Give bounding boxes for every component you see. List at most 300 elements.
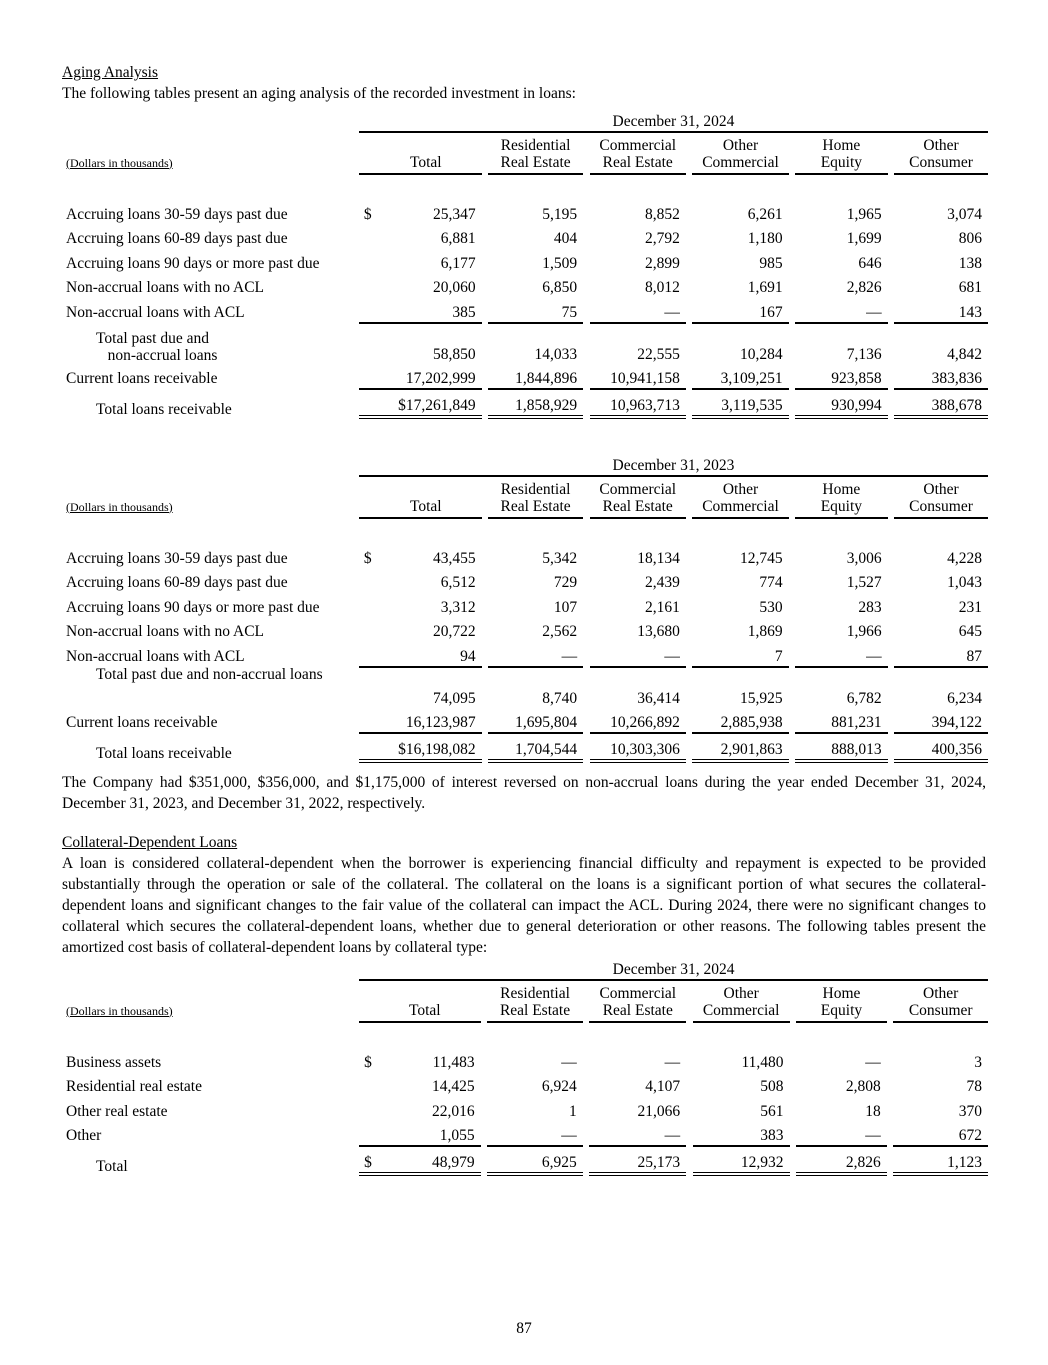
row-label: Business assets — [66, 1053, 162, 1071]
value: 1,695,804 — [515, 714, 578, 731]
value: — — [561, 1127, 577, 1144]
value: 646 — [858, 254, 882, 272]
value: 25,173 — [637, 1153, 681, 1171]
cell-value — [488, 666, 583, 708]
table-row — [62, 297, 988, 322]
cell-value — [590, 732, 686, 763]
cell-value — [359, 273, 482, 298]
spacer-row — [62, 1023, 988, 1048]
table-row — [62, 732, 988, 763]
gap — [790, 1072, 797, 1097]
cell-value — [692, 199, 788, 224]
cell-value — [590, 708, 686, 733]
cell-value — [693, 1072, 790, 1097]
gap — [686, 1145, 693, 1176]
value: 12,745 — [740, 549, 783, 567]
table-row — [62, 1072, 988, 1097]
aging-table-2024 — [62, 108, 988, 419]
row-label: Accruing loans 60-89 days past due — [66, 574, 288, 591]
cell-value — [894, 322, 988, 364]
cell-value — [693, 1145, 790, 1176]
gap — [583, 1121, 590, 1146]
value: 43,455 — [432, 549, 476, 567]
value: 10,303,306 — [610, 740, 680, 758]
value: 5,342 — [542, 549, 578, 567]
cell-value — [692, 388, 788, 419]
table-row — [62, 1096, 988, 1121]
gap — [481, 1145, 488, 1176]
cell-value — [589, 1145, 686, 1176]
table-row — [62, 617, 988, 642]
row-label: Accruing loans 90 days or more past due — [66, 598, 320, 616]
cell-value — [488, 273, 583, 298]
spacer-cell — [62, 519, 359, 544]
value: $16,198,082 — [398, 740, 476, 758]
row-label: Total — [96, 1157, 128, 1175]
period-label: December 31, 2024 — [359, 956, 988, 981]
cell-value — [488, 248, 583, 273]
value: 12,932 — [740, 1153, 784, 1171]
row-label: Total past due and non-accrual loans — [96, 665, 323, 683]
page-number: 87 — [516, 1320, 532, 1337]
cell-value — [692, 543, 788, 568]
value: 1,699 — [846, 230, 882, 247]
value: 14,033 — [534, 345, 578, 363]
gap — [481, 981, 488, 1023]
value: 1 — [569, 1102, 577, 1120]
cell-value — [359, 1145, 481, 1176]
row-label: Total loans receivable — [96, 744, 232, 762]
value: 20,722 — [432, 623, 476, 640]
cell-value — [488, 388, 583, 419]
value: 143 — [958, 303, 982, 321]
cell-value — [795, 666, 887, 708]
value: 6,924 — [541, 1078, 577, 1095]
value: 1,509 — [542, 254, 578, 272]
cell-value — [693, 1047, 790, 1072]
value: 6,234 — [947, 689, 982, 707]
value: 1,965 — [846, 205, 882, 223]
gap — [686, 1121, 693, 1146]
value: 16,123,987 — [405, 714, 476, 731]
column-header: Total — [359, 133, 482, 175]
value: 87 — [966, 647, 982, 665]
period-header-row — [62, 452, 988, 477]
cell-value — [692, 322, 788, 364]
cell-value — [359, 322, 482, 364]
cell-value — [894, 388, 988, 419]
value: 930,994 — [831, 396, 882, 414]
cell-value — [692, 666, 788, 708]
cell-value — [590, 666, 686, 708]
value: 3 — [974, 1053, 982, 1071]
cell-value — [795, 273, 887, 298]
value: 13,680 — [637, 623, 680, 640]
cell-value — [894, 297, 988, 322]
cell-value — [359, 568, 482, 593]
cell-value — [590, 543, 686, 568]
value: 5,195 — [542, 205, 578, 223]
cell-value — [359, 199, 482, 224]
value: 1,691 — [747, 279, 783, 296]
value: 167 — [759, 303, 783, 321]
cell-value — [692, 568, 788, 593]
cell-value — [488, 617, 583, 642]
gap — [583, 1072, 590, 1097]
cell-value — [488, 543, 583, 568]
row-label: Total past due and non-accrual loans — [96, 329, 218, 364]
gap — [481, 1072, 488, 1097]
cell-value — [359, 224, 482, 249]
cell-value — [894, 641, 988, 666]
value: 10,284 — [740, 345, 783, 363]
value: 6,925 — [541, 1153, 577, 1171]
value: 3,312 — [440, 598, 476, 616]
value: 672 — [958, 1127, 982, 1144]
cell-value — [590, 199, 686, 224]
cell-value — [359, 1047, 481, 1072]
collateral-description: A loan is considered collateral-dependent when the borrower is experiencing financial difficulty and repayment is expected to be provided substantially through the operation or sale of the collateral. The collateral on the loans is a significant portion of what secures the collateral-dependent loans and significant changes to the fair value of the collateral can impact the ACL. During 2024, there were no significant changes to collateral which secures the collateral-dependent loans, whether due to general deterioration or other reasons. The following tables present the amortized cost basis of collateral-dependent loans by collateral type: — [62, 855, 986, 956]
value: 8,012 — [645, 279, 680, 296]
value: 508 — [760, 1078, 784, 1095]
cell-value — [796, 1096, 887, 1121]
table-row — [62, 1047, 988, 1072]
collateral-table-2024 — [62, 956, 988, 1176]
cell-value — [796, 1072, 887, 1097]
value: 4,228 — [947, 549, 982, 567]
value: 806 — [958, 230, 982, 247]
cell-value — [795, 708, 887, 733]
column-header: Total — [359, 477, 482, 519]
value: 6,881 — [440, 230, 476, 247]
value: 10,963,713 — [610, 396, 680, 414]
value: 404 — [553, 230, 578, 247]
cell-value — [359, 543, 482, 568]
value: 107 — [553, 598, 578, 616]
value: 1,043 — [947, 574, 982, 591]
cell-value — [359, 592, 482, 617]
value: 11,480 — [741, 1053, 784, 1071]
value: 1,055 — [439, 1127, 475, 1144]
column-header: Other Consumer — [894, 477, 988, 519]
cell-value — [590, 388, 686, 419]
cell-value — [359, 708, 482, 733]
gap — [583, 1145, 590, 1176]
gap — [887, 1072, 894, 1097]
cell-value — [894, 199, 988, 224]
value: 561 — [760, 1102, 784, 1120]
row-label: Current loans receivable — [66, 714, 218, 731]
value: 7 — [774, 647, 783, 665]
gap — [481, 1096, 488, 1121]
value: — — [664, 303, 680, 321]
value: 881,231 — [831, 714, 882, 731]
value: 17,202,999 — [405, 370, 476, 387]
table-row — [62, 248, 988, 273]
cell-value — [893, 1145, 988, 1176]
gap — [887, 1121, 894, 1146]
value: 530 — [759, 598, 783, 616]
spacer-cell — [62, 1023, 359, 1048]
cell-value — [359, 666, 482, 708]
cell-value — [589, 1047, 686, 1072]
value: 6,782 — [846, 689, 882, 707]
value: 2,562 — [542, 623, 578, 640]
value: 1,844,896 — [515, 370, 578, 387]
cell-value — [488, 297, 583, 322]
value: — — [561, 1053, 577, 1071]
cell-value — [589, 1096, 686, 1121]
cell-value — [359, 1096, 481, 1121]
row-label: Accruing loans 90 days or more past due — [66, 254, 320, 272]
column-header-row — [62, 133, 988, 175]
value: 1,704,544 — [515, 740, 578, 758]
table-row — [62, 1145, 988, 1176]
value: 3,109,251 — [720, 370, 783, 387]
cell-value — [488, 568, 583, 593]
blank-cell — [62, 956, 359, 981]
row-label: Other — [66, 1127, 102, 1144]
value: 10,266,892 — [610, 714, 680, 731]
value: 774 — [759, 574, 783, 591]
dollar-sign: $ — [363, 205, 372, 223]
value: — — [865, 1053, 881, 1071]
gap — [481, 1047, 488, 1072]
value: 6,177 — [440, 254, 476, 272]
cell-value — [795, 297, 887, 322]
row-label: Residential real estate — [66, 1078, 202, 1095]
table-row — [62, 322, 988, 364]
value: 888,013 — [831, 740, 882, 758]
value: — — [664, 1053, 681, 1071]
gap — [686, 1047, 693, 1072]
gap — [790, 1096, 797, 1121]
cell-value — [795, 617, 887, 642]
column-header: Home Equity — [795, 133, 887, 175]
cell-value — [692, 248, 788, 273]
table-row — [62, 1121, 988, 1146]
value: 2,439 — [645, 574, 680, 591]
cell-value — [488, 199, 583, 224]
table-row — [62, 543, 988, 568]
value: 1,123 — [947, 1153, 982, 1171]
gap — [790, 981, 797, 1023]
table-row — [62, 199, 988, 224]
cell-value — [795, 224, 887, 249]
cell-value — [590, 641, 686, 666]
value: — — [866, 303, 882, 321]
cell-value — [590, 297, 686, 322]
cell-value — [893, 1047, 988, 1072]
gap — [583, 1096, 590, 1121]
cell-value — [359, 617, 482, 642]
value: 231 — [958, 598, 982, 616]
value: 3,074 — [947, 205, 982, 223]
dollar-sign: $ — [363, 549, 372, 567]
value: 388,678 — [931, 396, 982, 414]
cell-value — [894, 732, 988, 763]
value: 3,119,535 — [721, 396, 783, 414]
value: 2,826 — [845, 1153, 881, 1171]
value: 2,885,938 — [720, 714, 783, 731]
value: — — [865, 1127, 881, 1144]
value: 2,826 — [846, 279, 882, 296]
gap — [790, 1121, 797, 1146]
aging-table-2023 — [62, 452, 988, 763]
cell-value — [795, 199, 887, 224]
table-row — [62, 641, 988, 666]
value: 3,006 — [846, 549, 882, 567]
cell-value — [590, 617, 686, 642]
cell-value — [894, 543, 988, 568]
cell-value — [795, 592, 887, 617]
period-label: December 31, 2024 — [359, 108, 988, 133]
column-header: Total — [359, 981, 481, 1023]
cell-value — [488, 224, 583, 249]
value: 10,941,158 — [610, 370, 680, 387]
cell-value — [590, 568, 686, 593]
aging-intro-text: The following tables present an aging analysis of the recorded investment in loans: — [62, 85, 576, 102]
cell-value — [893, 1121, 988, 1146]
column-header-row — [62, 981, 988, 1023]
value: 15,925 — [740, 689, 783, 707]
column-header: Other Commercial — [692, 133, 788, 175]
cell-value — [796, 1145, 887, 1176]
cell-value — [590, 592, 686, 617]
value: 74,095 — [432, 689, 476, 707]
units-label: (Dollars in thousands) — [66, 499, 173, 514]
cell-value — [894, 273, 988, 298]
cell-value — [795, 543, 887, 568]
value: 383 — [760, 1127, 784, 1144]
cell-value — [589, 1121, 686, 1146]
units-label: (Dollars in thousands) — [66, 1003, 173, 1018]
cell-value — [488, 592, 583, 617]
cell-value — [894, 224, 988, 249]
column-header: Other Commercial — [692, 477, 788, 519]
value: 1,858,929 — [515, 396, 578, 414]
dollar-sign: $ — [364, 1153, 372, 1171]
value: 4,107 — [645, 1078, 681, 1095]
cell-value — [894, 666, 988, 708]
cell-value — [359, 388, 482, 419]
table-row — [62, 273, 988, 298]
cell-value — [795, 641, 887, 666]
value: 78 — [966, 1078, 982, 1095]
value: 6,261 — [747, 205, 783, 223]
spacer-row — [62, 175, 988, 200]
row-label: Non-accrual loans with ACL — [66, 303, 245, 321]
column-header: Residential Real Estate — [488, 477, 583, 519]
cell-value — [488, 322, 583, 364]
gap — [686, 981, 693, 1023]
value: 681 — [958, 279, 982, 296]
cell-value — [795, 248, 887, 273]
period-header-row — [62, 956, 988, 981]
gap — [887, 1047, 894, 1072]
value: 75 — [561, 303, 578, 321]
value: 1,180 — [747, 230, 783, 247]
table-row — [62, 708, 988, 733]
table-row — [62, 592, 988, 617]
blank-cell — [62, 452, 359, 477]
cell-value — [359, 364, 482, 389]
value: 1,869 — [747, 623, 783, 640]
cell-value — [488, 732, 583, 763]
value: 8,740 — [542, 689, 578, 707]
value: 20,060 — [432, 279, 476, 296]
period-label: December 31, 2023 — [359, 452, 988, 477]
cell-value — [488, 364, 583, 389]
value: 22,016 — [432, 1102, 475, 1120]
spacer-cell — [62, 175, 359, 200]
cell-value — [894, 248, 988, 273]
gap — [686, 1096, 693, 1121]
cell-value — [487, 1121, 583, 1146]
cell-value — [359, 248, 482, 273]
value: 8,852 — [645, 205, 680, 223]
blank-cell — [62, 108, 359, 133]
row-label: Accruing loans 30-59 days past due — [66, 549, 288, 567]
column-header: Other Consumer — [893, 981, 988, 1023]
cell-value — [487, 1047, 583, 1072]
value: — — [561, 647, 578, 665]
column-header: Other Consumer — [894, 133, 988, 175]
row-label: Total loans receivable — [96, 400, 232, 418]
table-row — [62, 364, 988, 389]
cell-value — [795, 732, 887, 763]
row-label: Non-accrual loans with no ACL — [66, 279, 265, 296]
cell-value — [487, 1096, 583, 1121]
cell-value — [359, 1121, 481, 1146]
column-header: Home Equity — [796, 981, 887, 1023]
cell-value — [894, 364, 988, 389]
cell-value — [795, 322, 887, 364]
cell-value — [692, 273, 788, 298]
row-label: Non-accrual loans with no ACL — [66, 623, 265, 640]
column-header: Other Commercial — [693, 981, 790, 1023]
column-header: Residential Real Estate — [488, 133, 583, 175]
value: 6,850 — [542, 279, 578, 296]
cell-value — [590, 322, 686, 364]
cell-value — [692, 732, 788, 763]
value: 18,134 — [637, 549, 680, 567]
value: 14,425 — [432, 1078, 475, 1095]
value: 18 — [865, 1102, 881, 1120]
gap — [790, 1145, 797, 1176]
gap — [887, 981, 894, 1023]
row-label: Accruing loans 60-89 days past due — [66, 230, 288, 247]
cell-value — [692, 592, 788, 617]
value: 138 — [958, 254, 982, 272]
value: 21,066 — [637, 1102, 681, 1120]
column-header-row — [62, 477, 988, 519]
collateral-heading: Collateral-Dependent Loans — [62, 834, 238, 851]
gap — [790, 1047, 797, 1072]
row-label: Current loans receivable — [66, 370, 218, 387]
cell-value — [488, 708, 583, 733]
value: $17,261,849 — [398, 396, 476, 414]
cell-value — [590, 273, 686, 298]
value: 36,414 — [637, 689, 680, 707]
cell-value — [796, 1047, 887, 1072]
value: 11,483 — [432, 1053, 475, 1071]
cell-value — [692, 617, 788, 642]
cell-value — [692, 224, 788, 249]
gap — [887, 1096, 894, 1121]
table-row — [62, 224, 988, 249]
value: 400,356 — [931, 740, 982, 758]
